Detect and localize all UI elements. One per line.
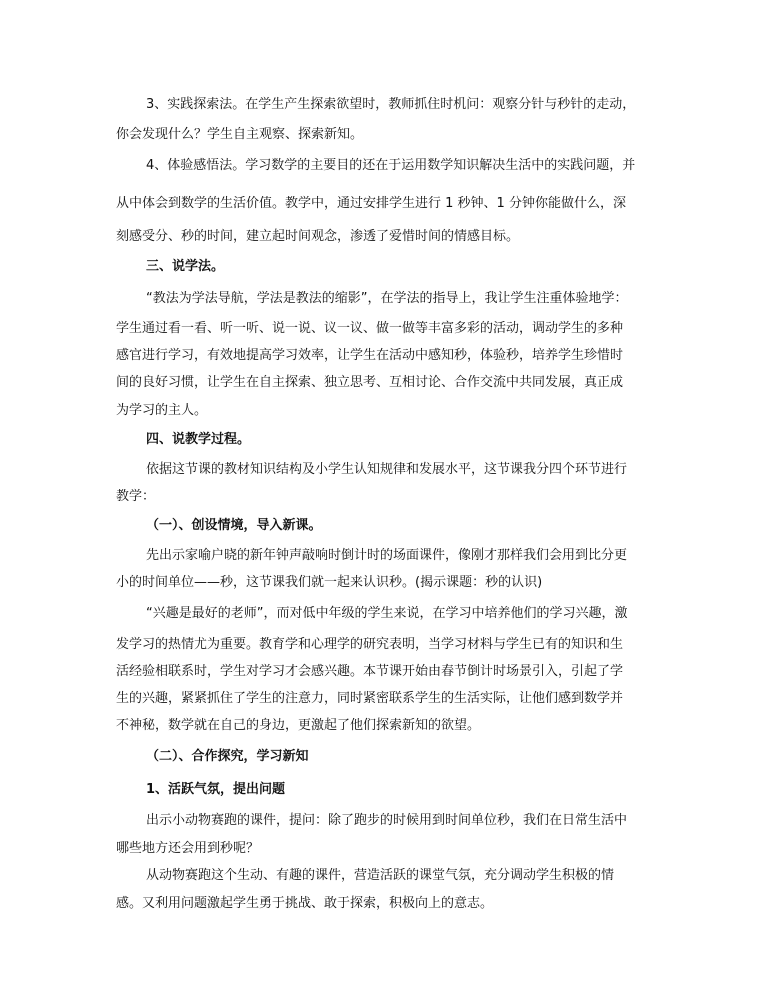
- text-line: 学生通过看一看、听一听、说一说、议一议、做一做等丰富多彩的活动，调动学生的多种: [116, 321, 624, 336]
- text-line: 4、体验感悟法。学习数学的主要目的还在于运用数学知识解决生活中的实践问题，并: [146, 158, 636, 173]
- text-line: 感。又利用问题激起学生勇于挑战、敢于探索，积极向上的意志。: [116, 896, 494, 911]
- text-line: 不神秘，数学就在自己的身边，更激起了他们探索新知的欲望。: [116, 718, 481, 733]
- text-line: 刻感受分、秒的时间，建立起时间观念，渗透了爱惜时间的情感目标。: [116, 229, 520, 244]
- text-line: 哪些地方还会用到秒呢？: [116, 841, 260, 856]
- text-line: 3、实践探索法。在学生产生探索欲望时，教师抓住时机问：观察分针与秒针的走动，: [146, 97, 636, 112]
- text-line: 间的良好习惯，让学生在自主探索、独立思考、互相讨论、合作交流中共同发展，真正成: [116, 375, 624, 390]
- subsection-heading: 1、活跃气氛，提出问题: [146, 782, 286, 797]
- subsection-heading: （一）、创设情境，导入新课。: [146, 518, 322, 533]
- text-line: 小的时间单位——秒，这节课我们就一起来认识秒。(揭示课题：秒的认识): [116, 575, 543, 590]
- text-line: “教法为学法导航，学法是教法的缩影”，在学法的指导上，我让学生注重体验地学：: [146, 291, 628, 306]
- text-line: 活经验相联系时，学生对学习才会感兴趣。本节课开始由春节倒计时场景引入，引起了学: [116, 664, 624, 679]
- text-line: 先出示家喻户晓的新年钟声敲响时倒计时的场面课件，像刚才那样我们会用到比分更: [146, 548, 628, 563]
- text-line: 为学习的主人。: [116, 403, 208, 418]
- text-line: 发学习的热情尤为重要。教育学和心理学的研究表明，当学习材料与学生已有的知识和生: [116, 637, 624, 652]
- text-line: 从动物赛跑这个生动、有趣的课件，营造活跃的课堂气氛，充分调动学生积极的情: [146, 868, 615, 883]
- section-heading: 四、说教学过程。: [146, 432, 251, 447]
- text-line: 出示小动物赛跑的课件，提问：除了跑步的时候用到时间单位秒，我们在日常生活中: [146, 813, 628, 828]
- subsection-heading: （二）、合作探究，学习新知: [146, 749, 309, 764]
- text-line: “兴趣是最好的老师”，而对低中年级的学生来说，在学习中培养他们的学习兴趣，激: [146, 606, 628, 621]
- text-line: 从中体会到数学的生活价值。教学中，通过安排学生进行 1 秒钟、1 分钟你能做什么，深: [116, 196, 626, 211]
- section-heading: 三、说学法。: [146, 259, 225, 274]
- text-line: 生的兴趣，紧紧抓住了学生的注意力，同时紧密联系学生的生活实际，让他们感到数学并: [116, 691, 624, 706]
- text-line: 你会发现什么？学生自主观察、探索新知。: [116, 127, 364, 142]
- text-line: 教学：: [116, 489, 156, 504]
- text-line: 感官进行学习，有效地提高学习效率，让学生在活动中感知秒，体验秒，培养学生珍惜时: [116, 348, 624, 363]
- text-line: 依据这节课的教材知识结构及小学生认知规律和发展水平，这节课我分四个环节进行: [146, 462, 628, 477]
